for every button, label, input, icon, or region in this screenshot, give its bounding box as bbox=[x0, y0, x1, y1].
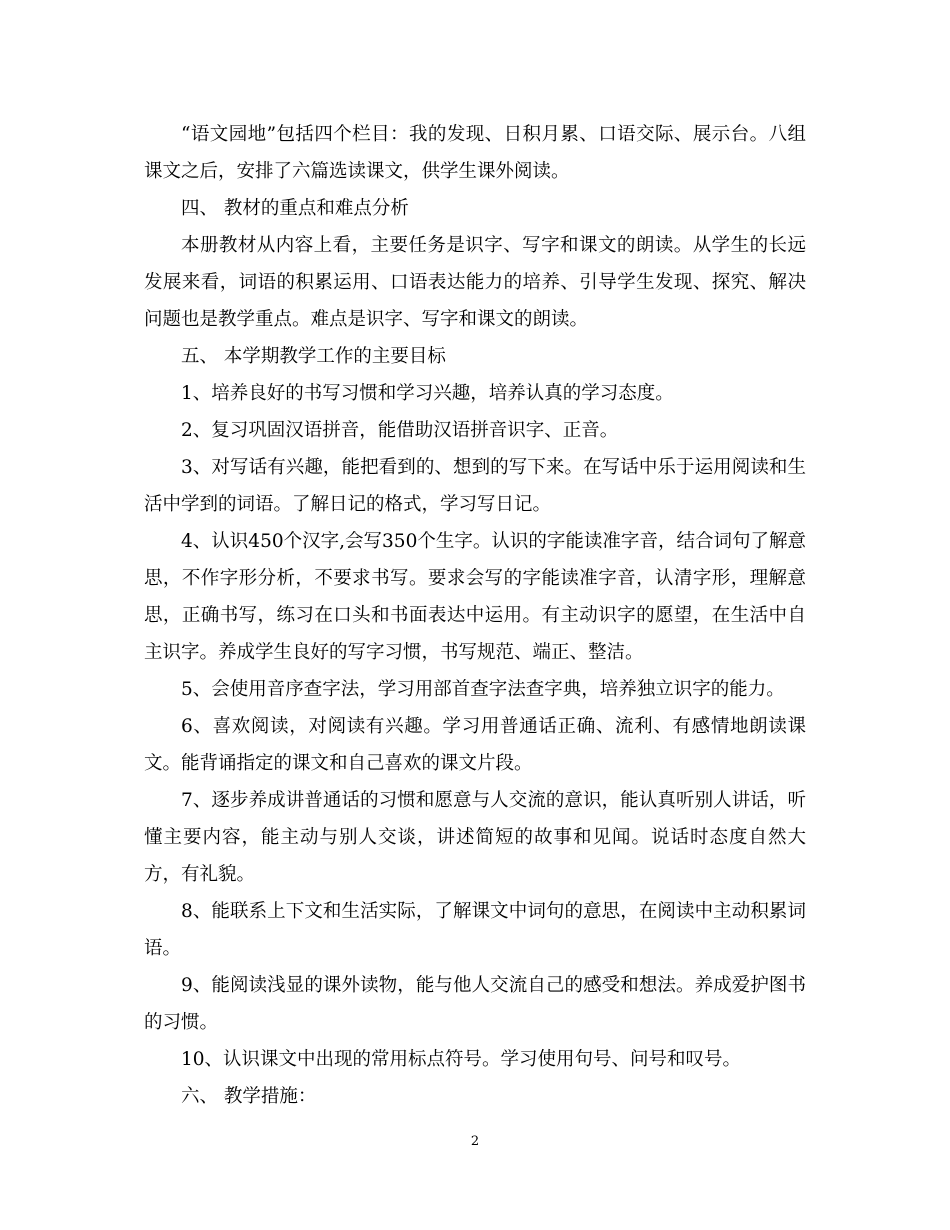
goal-item-7: 7、逐步养成讲普通话的习惯和愿意与人交流的意识，能认真听别人讲话，听懂主要内容，能主动与别人交谈，讲述简短的故事和见闻。说话时态度自然大方，有礼貌。 bbox=[144, 790, 806, 885]
section-heading-5: 五、 本学期教学工作的主要目标 bbox=[181, 346, 446, 367]
goal-item-3: 3、对写话有兴趣，能把看到的、想到的写下来。在写话中乐于运用阅读和生活中学到的词语。了解日记的格式，学习写日记。 bbox=[144, 457, 806, 515]
paragraph-yuwen-yuandi: “语文园地”包括四个栏目：我的发现、日积月累、口语交际、展示台。八组课文之后，安排了六篇选读课文，供学生课外阅读。 bbox=[144, 124, 806, 182]
paragraph-key-points: 本册教材从内容上看，主要任务是识字、写字和课文的朗读。从学生的长远发展来看，词语的积累运用、口语表达能力的培养、引导学生发现、探究、解决问题也是教学重点。难点是识字、写字和课文的朗读。 bbox=[144, 235, 806, 330]
section-heading-4: 四、 教材的重点和难点分析 bbox=[181, 198, 409, 219]
document-body bbox=[144, 116, 806, 1115]
goal-item-4: 4、认识450个汉字,会写350个生字。认识的字能读准字音，结合词句了解意思，不作字形分析，不要求书写。要求会写的字能读准字音，认清字形，理解意思，正确书写，练习在口头和书面表达中运用。有主动识字的愿望，在生活中自主识字。养成学生良好的写字习惯，书写规范、端正、整洁。 bbox=[144, 531, 806, 663]
goal-item-9: 9、能阅读浅显的课外读物，能与他人交流自己的感受和想法。养成爱护图书的习惯。 bbox=[144, 975, 806, 1033]
goal-item-8: 8、能联系上下文和生活实际，了解课文中词句的意思，在阅读中主动积累词语。 bbox=[144, 901, 806, 959]
section-heading-6: 六、 教学措施： bbox=[181, 1086, 317, 1107]
goal-item-5: 5、会使用音序查字法，学习用部首查字法查字典，培养独立识字的能力。 bbox=[181, 679, 785, 700]
goal-item-2: 2、复习巩固汉语拼音，能借助汉语拼音识字、正音。 bbox=[181, 420, 619, 441]
goal-item-10: 10、认识课文中出现的常用标点符号。学习使用句号、问号和叹号。 bbox=[181, 1049, 742, 1070]
goal-item-6: 6、喜欢阅读，对阅读有兴趣。学习用普通话正确、流利、有感情地朗读课文。能背诵指定的课文和自己喜欢的课文片段。 bbox=[144, 716, 806, 774]
page-number: 2 bbox=[470, 1134, 480, 1149]
goal-item-1: 1、培养良好的书写习惯和学习兴趣，培养认真的学习态度。 bbox=[181, 383, 674, 404]
